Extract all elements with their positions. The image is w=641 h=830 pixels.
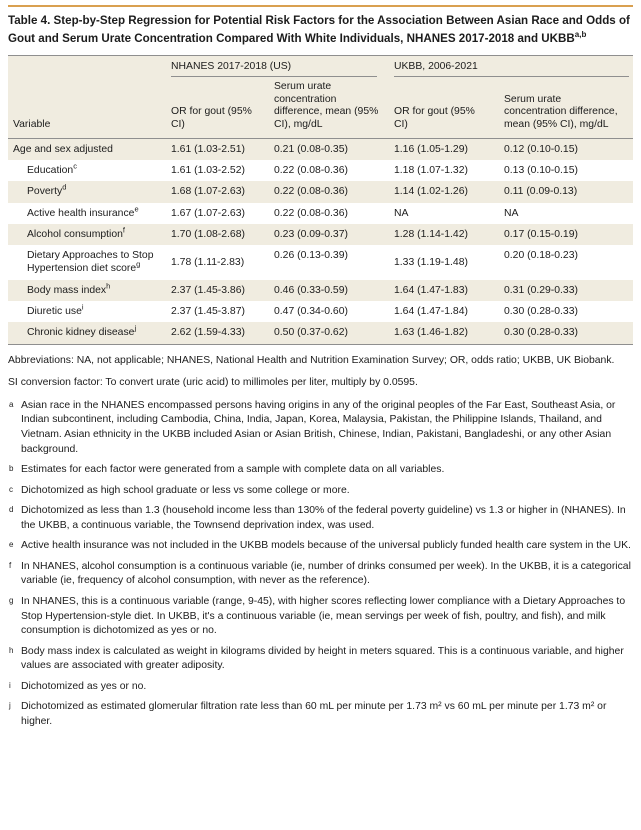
ukbb-or-cell: 1.64 (1.47-1.83) — [394, 284, 468, 296]
group-header-nhanes — [166, 55, 389, 77]
footnote-item — [8, 399, 633, 457]
ukbb-urate-cell: 0.31 (0.29-0.33) — [504, 284, 578, 296]
variable-footnote-marker: d — [62, 182, 67, 192]
table-title-text: Table 4. Step-by-Step Regression for Potential Risk Factors for the Association Between Asian Race and Odds of Gout and Serum Urate Concentration Compared With White Individuals, NHANES 2017-2018 and UKBB — [8, 14, 630, 45]
table-row — [8, 280, 633, 301]
col-header-nhanes-urate: Serum urate concentration difference, mean (95% CI), mg/dL — [269, 77, 389, 138]
abbreviations-note: Abbreviations: NA, not applicable; NHANES, National Health and Nutrition Examination Survey; OR, odds ratio; UKBB, UK Biobank. — [8, 354, 615, 366]
nhanes-or-cell: 1.61 (1.03-2.52) — [171, 164, 245, 176]
variable-cell — [8, 301, 166, 322]
variable-label: Active health insurance — [27, 207, 135, 219]
si-conversion-note: SI conversion factor: To convert urate (uric acid) to millimoles per liter, multiply by 0.0595. — [8, 377, 418, 389]
footnote-text: In NHANES, this is a continuous variable (range, 9-45), with higher scores reflecting lower compliance with a Dietary Approaches to Stop Hypertension-style diet. In UKBB, it's a continuous variable (ie, mean servings per week of fish, poultry, and fish), and milk consumption is dichotomized as yes or no. — [21, 596, 626, 637]
group-header-spacer — [8, 55, 166, 77]
nhanes-or-cell: 2.37 (1.45-3.86) — [171, 284, 245, 296]
table-row — [8, 160, 633, 181]
table-row — [8, 224, 633, 245]
table-row — [8, 138, 633, 160]
ukbb-or-cell: 1.28 (1.14-1.42) — [394, 228, 468, 240]
footnote-letter: e — [9, 540, 14, 550]
footnote-letter: a — [9, 399, 14, 409]
variable-footnote-marker: j — [134, 323, 137, 333]
variable-label: Diuretic use — [27, 306, 82, 318]
footnote-item — [8, 504, 633, 533]
title-footnote-marker: a,b — [574, 29, 587, 39]
variable-footnote-marker: h — [106, 281, 111, 291]
variable-label: Alcohol consumption — [27, 228, 123, 240]
ukbb-or-cell: 1.64 (1.47-1.84) — [394, 306, 468, 318]
group-header-ukbb-label: UKBB, 2006-2021 — [394, 61, 629, 77]
footnote-text: Estimates for each factor were generated from a sample with complete data on all variables. — [21, 464, 445, 476]
footnote-letter: d — [9, 505, 14, 515]
variable-cell — [8, 181, 166, 202]
col-header-variable: Variable — [8, 77, 166, 138]
footnote-text: In NHANES, alcohol consumption is a continuous variable (ie, number of drinks consumed per week). In the UKBB, it is a categorical variable (ie, frequency of alcohol consumption, with never as the reference). — [21, 560, 631, 587]
ukbb-or-cell: 1.33 (1.19-1.48) — [394, 256, 468, 268]
footnote-item — [8, 539, 633, 554]
table-row — [8, 322, 633, 344]
column-header-row — [8, 77, 633, 138]
footnotes-section — [8, 354, 633, 730]
regression-table — [8, 55, 633, 345]
col-header-nhanes-or: OR for gout (95% CI) — [166, 77, 269, 138]
ukbb-urate-cell: 0.13 (0.10-0.15) — [504, 164, 578, 176]
variable-cell — [8, 160, 166, 181]
footnote-letter: j — [9, 701, 11, 711]
variable-label: Poverty — [27, 186, 63, 198]
footnote-text: Body mass index is calculated as weight in kilograms divided by height in meters squared. This is a continuous variable, and higher values are associated with greater adiposity. — [21, 645, 624, 672]
nhanes-or-cell: 1.70 (1.08-2.68) — [171, 228, 245, 240]
nhanes-or-cell: 1.68 (1.07-2.63) — [171, 186, 245, 198]
nhanes-or-cell: 1.67 (1.07-2.63) — [171, 207, 245, 219]
col-header-ukbb-or: OR for gout (95% CI) — [389, 77, 499, 138]
footnote-text: Active health insurance was not included in the UKBB models because of the universal publicly funded health care system in the UK. — [21, 540, 631, 552]
ukbb-urate-cell: NA — [504, 207, 519, 219]
footnote-letter: b — [9, 464, 14, 474]
accent-rule — [8, 5, 633, 7]
ukbb-urate-cell: 0.20 (0.18-0.23) — [504, 250, 578, 262]
nhanes-urate-cell: 0.46 (0.33-0.59) — [274, 284, 348, 296]
variable-label: Education — [27, 164, 74, 176]
variable-footnote-marker: e — [134, 204, 139, 214]
group-header-row — [8, 55, 633, 77]
footnote-text: Dichotomized as less than 1.3 (household income less than 130% of the federal poverty guideline) vs 1.3 or higher in (NHANES). In the UKBB, a continuous variable, the Townsend deprivation index, was used. — [21, 505, 626, 531]
nhanes-urate-cell: 0.47 (0.34-0.60) — [274, 306, 348, 318]
ukbb-or-cell: NA — [394, 207, 409, 219]
footnote-item — [8, 560, 633, 589]
variable-cell — [8, 322, 166, 344]
nhanes-urate-cell: 0.22 (0.08-0.36) — [274, 207, 348, 219]
group-header-nhanes-label: NHANES 2017-2018 (US) — [171, 61, 377, 77]
ukbb-or-cell: 1.14 (1.02-1.26) — [394, 186, 468, 198]
table-row — [8, 203, 633, 224]
variable-label: Body mass index — [27, 284, 107, 296]
variable-footnote-marker: g — [136, 259, 141, 269]
footnote-text: Asian race in the NHANES encompassed persons having origins in any of the original peoples of the Far East, Southeast Asia, or Indian subcontinent, including Cambodia, China, India, Japan, Korea, Malaysia, Pakistan, the Philippine Islands, Thailand, and Vietnam. Asian ethnicity in the UKBB included Asian or Asian British, Chinese, Indian, Pakistani, Bangladeshi, or any other Asian background. — [21, 399, 616, 455]
footnote-item — [8, 484, 633, 499]
footnote-item — [8, 680, 633, 695]
col-header-ukbb-urate: Serum urate concentration difference, mean (95% CI), mg/dL — [499, 77, 633, 138]
ukbb-or-cell: 1.18 (1.07-1.32) — [394, 164, 468, 176]
variable-footnote-marker: i — [81, 302, 84, 312]
footnote-text: Dichotomized as yes or no. — [21, 680, 147, 692]
footnote-list — [8, 399, 633, 730]
ukbb-urate-cell: 0.11 (0.09-0.13) — [504, 186, 578, 198]
nhanes-or-cell: 2.37 (1.45-3.87) — [171, 306, 245, 318]
ukbb-urate-cell: 0.30 (0.28-0.33) — [499, 322, 633, 344]
footnote-item — [8, 463, 633, 478]
variable-footnote-marker: c — [73, 161, 77, 171]
nhanes-urate-cell: 0.21 (0.08-0.35) — [274, 143, 348, 155]
nhanes-or-cell: 1.78 (1.11-2.83) — [171, 256, 245, 268]
variable-label: Dietary Approaches to Stop Hypertension diet score — [27, 250, 154, 275]
nhanes-urate-cell: 0.22 (0.08-0.36) — [274, 186, 348, 198]
variable-cell — [8, 203, 166, 224]
variable-label: Chronic kidney disease — [27, 327, 135, 339]
variable-cell — [8, 245, 166, 280]
footnote-letter: h — [9, 645, 14, 655]
variable-cell — [8, 280, 166, 301]
table-body — [8, 138, 633, 344]
table-row — [8, 181, 633, 202]
table-row — [8, 245, 633, 280]
ukbb-or-cell: 1.16 (1.05-1.29) — [394, 143, 468, 155]
variable-footnote-marker: f — [122, 225, 125, 235]
nhanes-urate-cell: 0.23 (0.09-0.37) — [274, 228, 348, 240]
variable-cell — [8, 138, 166, 160]
footnote-letter: c — [9, 484, 13, 494]
ukbb-or-cell: 1.63 (1.46-1.82) — [389, 322, 499, 344]
footnote-item — [8, 645, 633, 674]
footnote-letter: f — [9, 560, 12, 570]
footnote-item — [8, 700, 633, 729]
ukbb-urate-cell: 0.12 (0.10-0.15) — [504, 143, 578, 155]
footnote-text: Dichotomized as estimated glomerular filtration rate less than 60 mL per minute per 1.73 m² vs 60 mL per minute per 1.73 m² or higher. — [21, 701, 607, 727]
ukbb-urate-cell: 0.17 (0.15-0.19) — [504, 228, 578, 240]
table-title — [8, 13, 633, 47]
nhanes-urate-cell: 0.22 (0.08-0.36) — [274, 164, 348, 176]
variable-label: Age and sex adjusted — [13, 143, 113, 155]
group-header-ukbb — [389, 55, 633, 77]
table-header — [8, 55, 633, 138]
nhanes-or-cell: 1.61 (1.03-2.51) — [171, 143, 245, 155]
footnote-item — [8, 595, 633, 639]
footnote-letter: i — [9, 680, 11, 690]
nhanes-urate-cell: 0.26 (0.13-0.39) — [274, 250, 348, 262]
footnote-text: Dichotomized as high school graduate or less vs some college or more. — [21, 484, 350, 496]
ukbb-urate-cell: 0.30 (0.28-0.33) — [504, 306, 578, 318]
nhanes-or-cell: 2.62 (1.59-4.33) — [166, 322, 269, 344]
footnote-letter: g — [9, 596, 14, 606]
nhanes-urate-cell: 0.50 (0.37-0.62) — [269, 322, 389, 344]
variable-cell — [8, 224, 166, 245]
table-row — [8, 301, 633, 322]
